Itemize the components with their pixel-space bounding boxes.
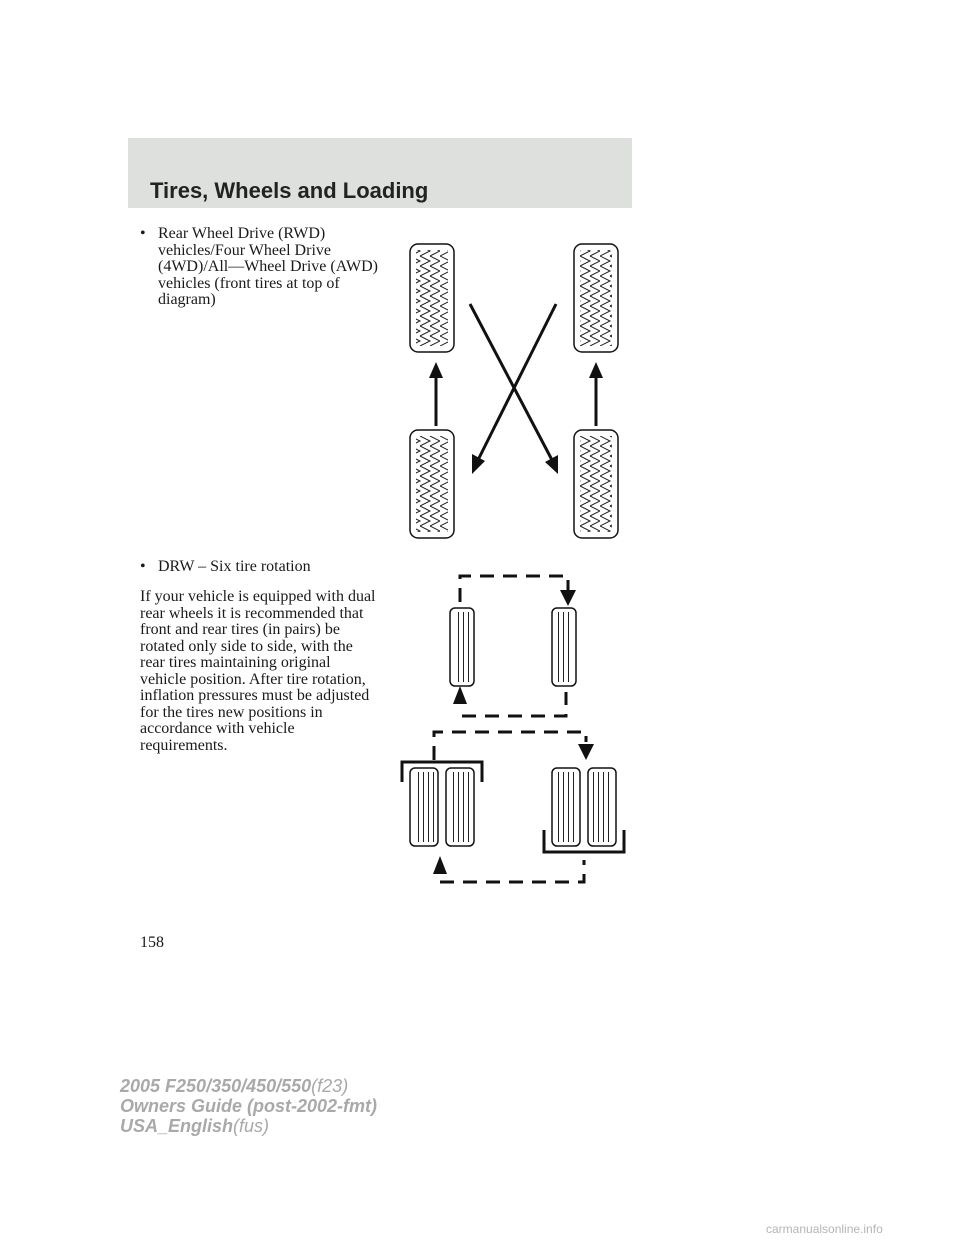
arrow-up-icon bbox=[429, 362, 443, 426]
tire-icon bbox=[574, 430, 618, 538]
arrow-up-icon bbox=[589, 362, 603, 426]
dual-tire-icon bbox=[402, 762, 482, 846]
arrow-up-icon bbox=[433, 856, 447, 874]
text-line: front and rear tires (in pairs) be bbox=[140, 621, 340, 638]
text-line: vehicles/Four Wheel Drive bbox=[158, 241, 331, 259]
text-line: If your vehicle is equipped with dual bbox=[140, 588, 376, 605]
text-line: Rear Wheel Drive (RWD) bbox=[158, 225, 326, 242]
tire-icon bbox=[410, 244, 454, 352]
footer-guide: Owners Guide (post-2002-fmt) bbox=[120, 1096, 378, 1116]
tire-icon bbox=[410, 430, 454, 538]
bullet-marker: • bbox=[140, 558, 146, 575]
footer-language: USA_English bbox=[120, 1116, 234, 1136]
text-line: vehicles (front tires at top of bbox=[158, 274, 340, 292]
text-line: inflation pressures must be adjusted bbox=[140, 687, 370, 704]
text-line: (4WD)/All—Wheel Drive (AWD) bbox=[158, 258, 378, 275]
arrow-down-icon bbox=[578, 744, 594, 760]
page-title: Tires, Wheels and Loading bbox=[150, 178, 429, 203]
dual-tire-icon bbox=[544, 768, 624, 852]
text-line: diagram) bbox=[158, 291, 216, 308]
text-line: rear tires maintaining original bbox=[140, 654, 331, 671]
text-line: accordance with vehicle bbox=[140, 720, 295, 737]
text-line: rear wheels it is recommended that bbox=[140, 604, 364, 622]
arrow-up-icon bbox=[453, 686, 467, 704]
footer bbox=[120, 1076, 377, 1136]
text-line: for the tires new positions in bbox=[140, 703, 323, 721]
watermark: carmanualsonline.info bbox=[766, 1222, 883, 1236]
drw-paragraph bbox=[140, 589, 376, 754]
footer-lang-code: (fus) bbox=[233, 1116, 270, 1136]
bullet-drw-text: DRW – Six tire rotation bbox=[158, 558, 311, 575]
arrow-down-icon bbox=[560, 590, 576, 606]
footer-model: 2005 F250/350/450/550 bbox=[120, 1076, 312, 1096]
tire-rotation-drw-diagram bbox=[396, 568, 630, 888]
tire-icon bbox=[574, 244, 618, 352]
footer-code: (f23) bbox=[311, 1076, 349, 1096]
tire-icon bbox=[552, 608, 576, 686]
text-line: rotated only side to side, with the bbox=[140, 637, 353, 655]
text-line: vehicle position. After tire rotation, bbox=[140, 670, 366, 688]
tire-icon bbox=[450, 608, 474, 686]
tire-rotation-rwd-diagram bbox=[400, 236, 640, 546]
bullet-rwd-text bbox=[158, 226, 378, 309]
text-line: requirements. bbox=[140, 736, 228, 754]
page-number: 158 bbox=[140, 934, 164, 951]
bullet-marker: • bbox=[140, 225, 146, 242]
